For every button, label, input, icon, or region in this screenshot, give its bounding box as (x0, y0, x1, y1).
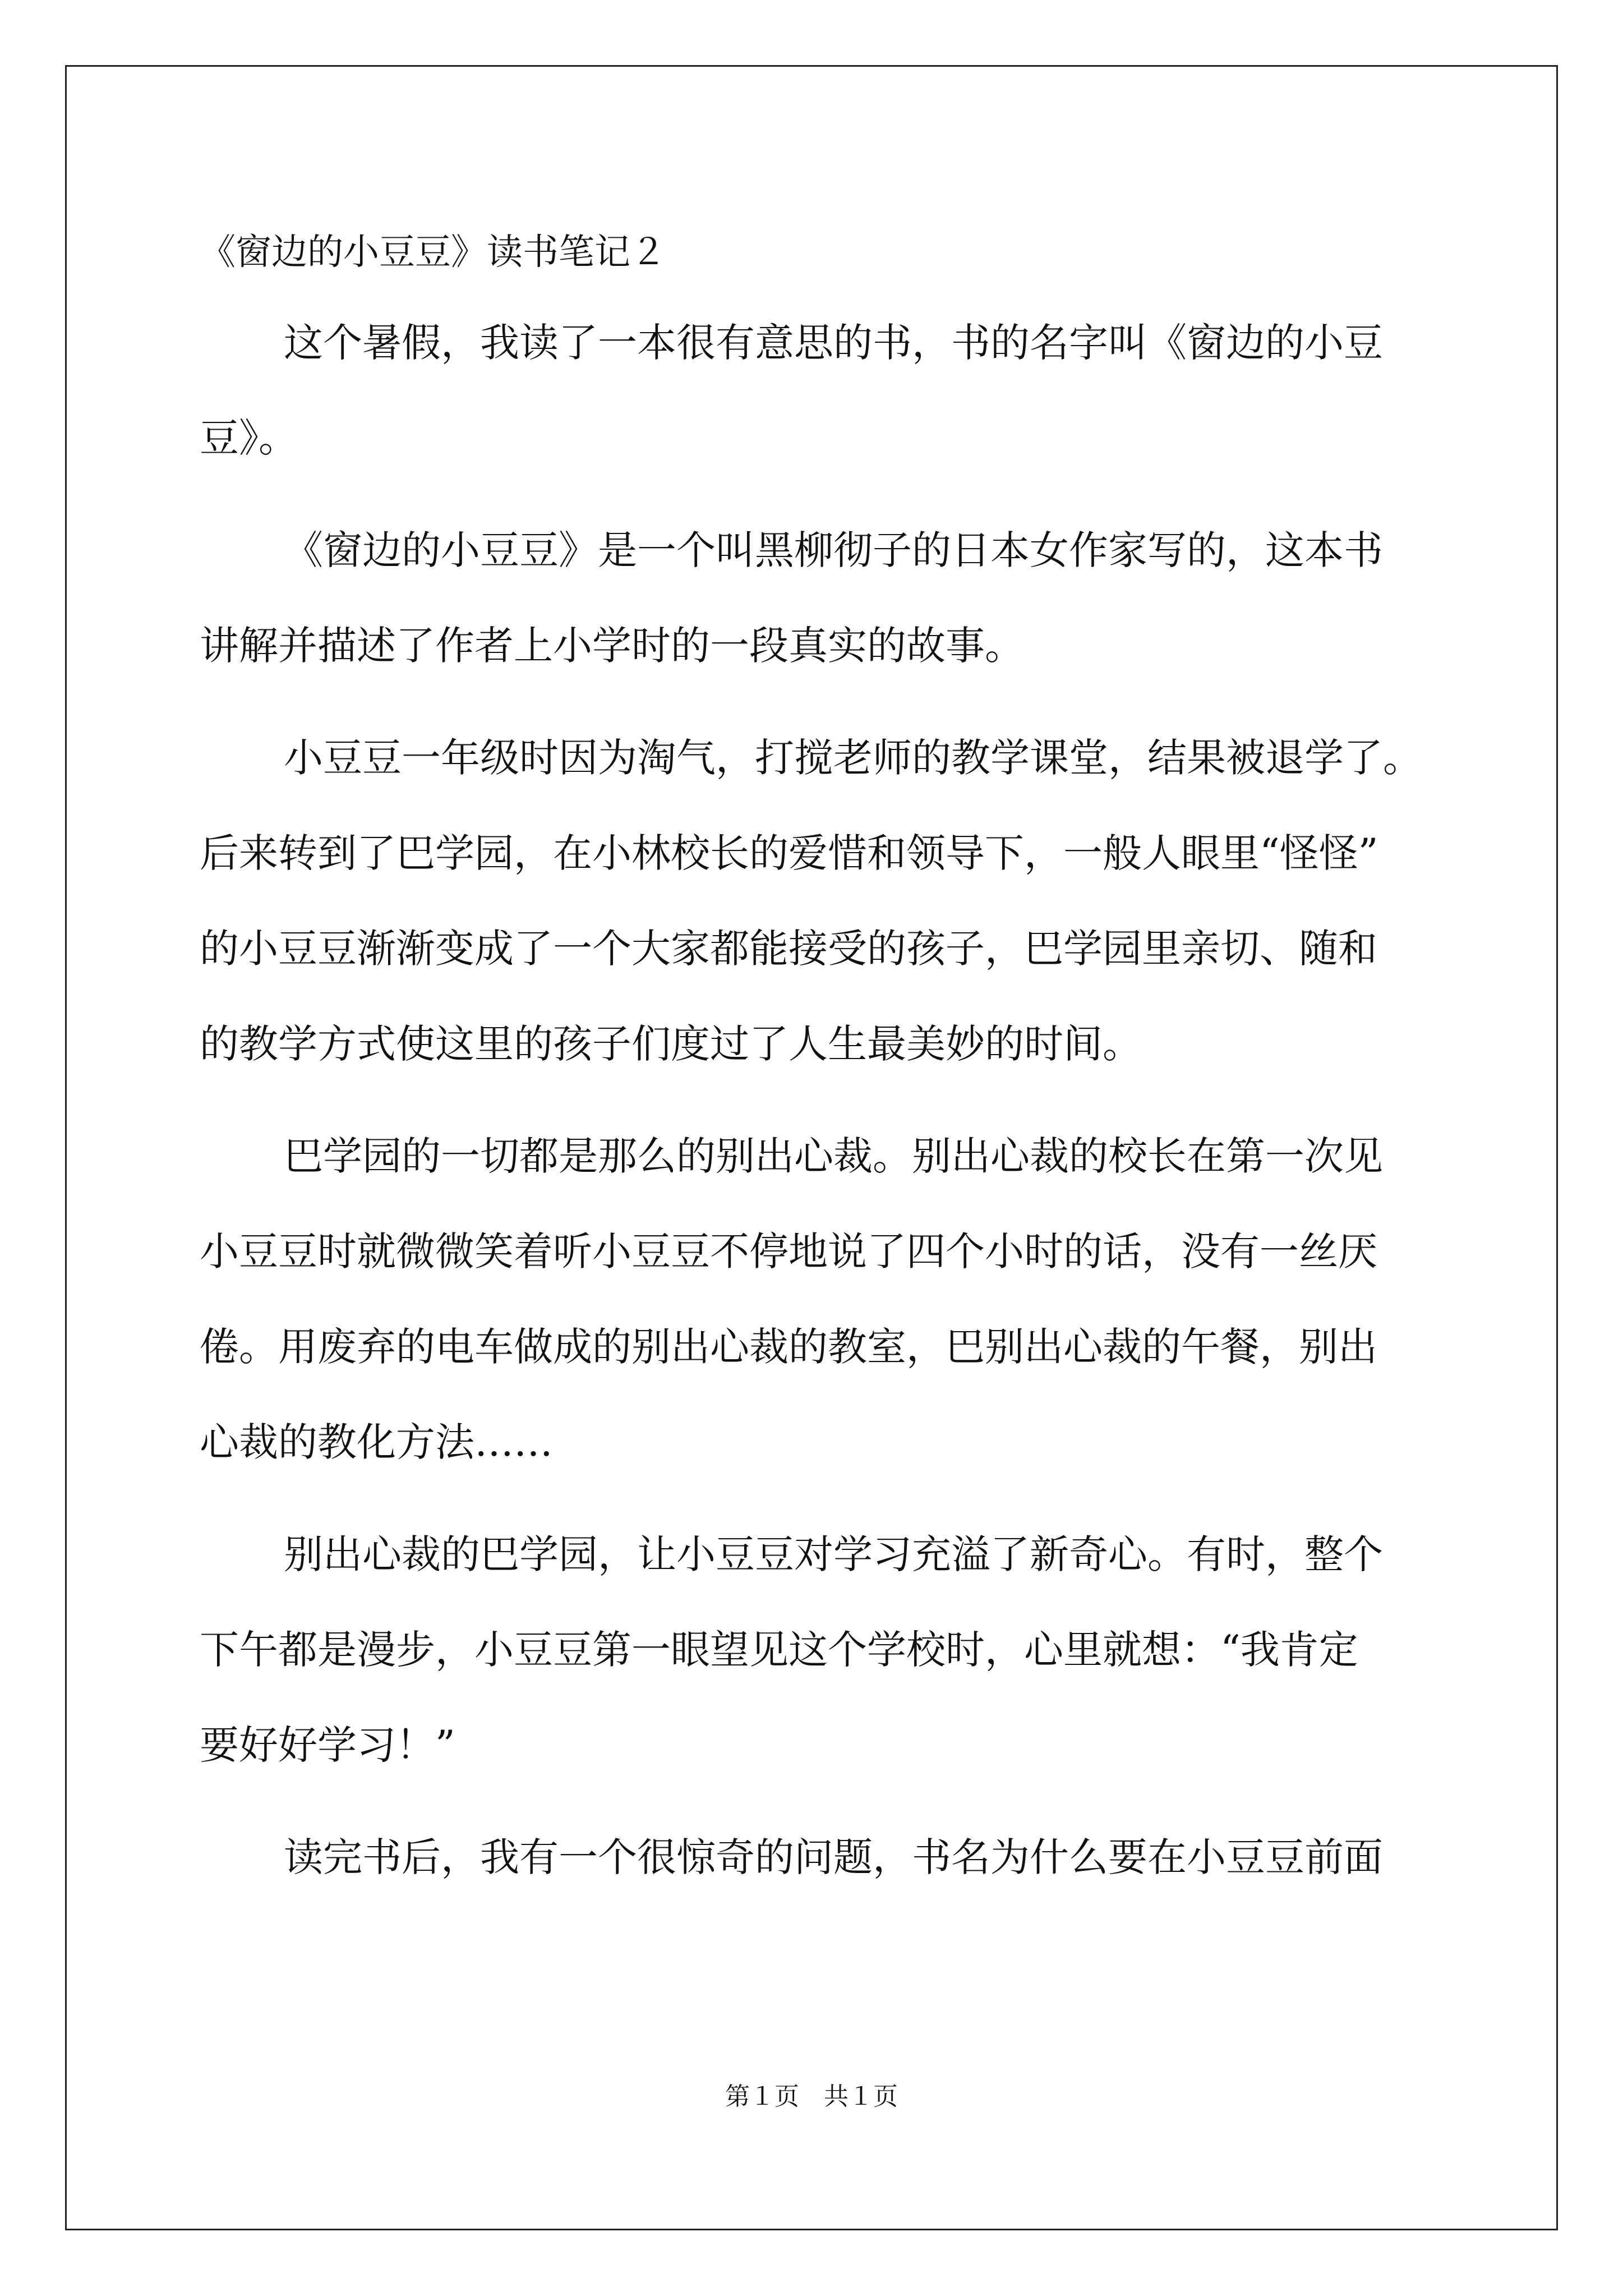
text-line: 的教学方式使这里的孩子们度过了人生最美妙的时间。 (200, 1021, 1142, 1067)
page-number-total: 共１页 (824, 2082, 898, 2111)
text-line: 巴学园的一切都是那么的别出心裁。别出心裁的校长在第一次见 (284, 1133, 1383, 1179)
document-body (200, 215, 1439, 1905)
paragraph (200, 1507, 1439, 1793)
page-number-current: 第１页 (725, 2082, 799, 2111)
paragraph (200, 503, 1439, 693)
text-line: 小豆豆一年级时因为淘气，打搅老师的教学课堂，结果被退学了。 (284, 735, 1422, 781)
text-line: 这个暑假，我读了一本很有意思的书，书的名字叫《窗边的小豆 (284, 320, 1383, 366)
text-line: 读完书后，我有一个很惊奇的问题，书名为什么要在小豆豆前面 (284, 1834, 1383, 1880)
text-line: 倦。用废弃的电车做成的别出心裁的教室，巴别出心裁的午餐，别出 (200, 1324, 1377, 1370)
text-line: 心裁的教化方法…… (200, 1419, 553, 1465)
paragraph (200, 710, 1439, 1092)
page-footer (0, 2080, 1623, 2114)
text-line: 豆》。 (200, 415, 298, 461)
text-line: 小豆豆时就微微笑着听小豆豆不停地说了四个小时的话，没有一丝厌 (200, 1228, 1377, 1274)
text-line: 讲解并描述了作者上小学时的一段真实的故事。 (200, 623, 1024, 669)
paragraph (200, 1108, 1439, 1490)
paragraph (200, 295, 1439, 486)
text-line: 别出心裁的巴学园，让小豆豆对学习充溢了新奇心。有时，整个 (284, 1531, 1383, 1577)
text-line: 下午都是漫步，小豆豆第一眼望见这个学校时，心里就想：“我肯定 (200, 1627, 1358, 1673)
text-line: 《窗边的小豆豆》是一个叫黑柳彻子的日本女作家写的，这本书 (284, 527, 1383, 573)
document-title: 《窗边的小豆豆》读书笔记２ (200, 232, 666, 273)
text-line: 的小豆豆渐渐变成了一个大家都能接受的孩子，巴学园里亲切、随和 (200, 926, 1377, 972)
text-line: 要好好学习！” (200, 1722, 455, 1768)
paragraph (200, 1810, 1439, 1905)
text-line: 后来转到了巴学园，在小林校长的爱惜和领导下，一般人眼里“怪怪” (200, 830, 1378, 876)
